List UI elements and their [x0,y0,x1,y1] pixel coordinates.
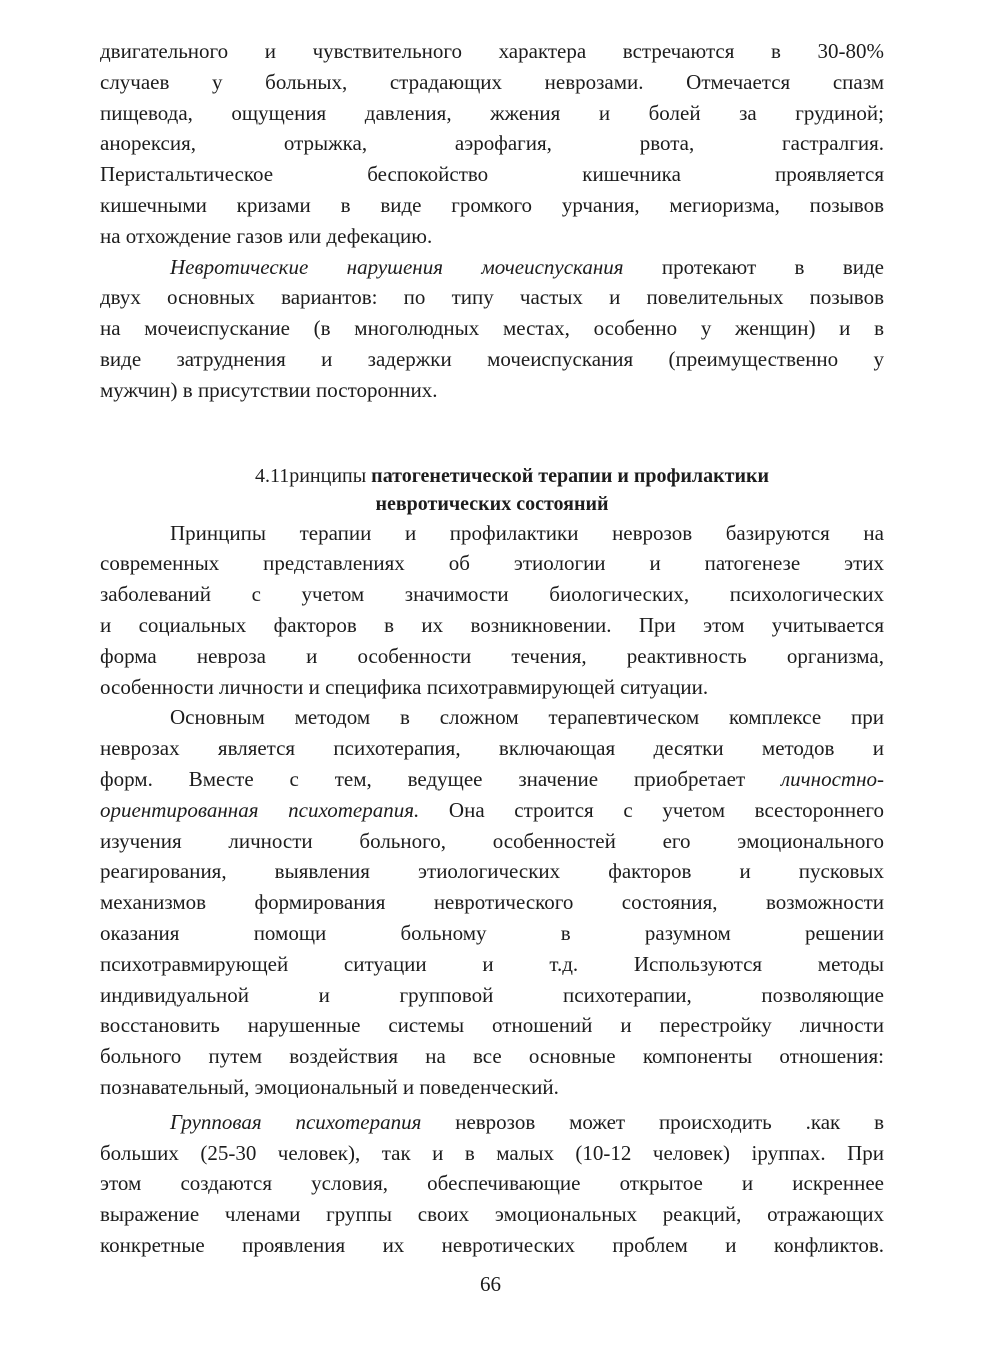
text-line: механизмов формирования невротического состояния, возможности [100,890,884,915]
heading-line-2: невротических состояний [375,492,609,515]
heading-number: 4.11ринципы [254,464,372,487]
text-line: Принципы терапии и профилактики неврозов базируются на [170,520,884,545]
text-line: кишечными кризами в виде громкого урчания, мегиоризма, позывов [100,192,884,217]
paragraph-somatic-disorders [100,36,884,252]
text-line: и социальных факторов в их возникновении. При этом учитывается [100,612,884,637]
paragraph-psychotherapy [100,702,884,1102]
text-line: современных представлениях об этиологии и патогенезе этих [100,551,884,576]
text-fragment: Она строится с учетом всестороннего [419,797,884,822]
text-line: особенности личности и специфика психотравмирующей ситуации. [100,674,709,699]
text-line: мужчин) в присутствии посторонних. [100,377,438,402]
section-spacer [100,406,884,462]
text-line: на отхождение газов или дефекацию. [100,223,433,248]
text-line: конкретные проявления их невротических проблем и конфликтов. [100,1232,884,1257]
text-line [100,795,884,826]
text-line: неврозах является психотерапия, включающая десятки методов и [100,736,884,761]
text-line: выражение членами группы своих эмоциональных реакций, отражающих [100,1202,884,1227]
page-body [100,36,884,1261]
text-line: индивидуальной и групповой психотерапии, позволяющие [100,982,884,1007]
text-line: психотравмирующей ситуации и т.д. Используются методы [100,951,884,976]
text-line [100,252,884,283]
text-fragment: неврозов может происходить .как в [421,1109,884,1134]
page-number: 66 [480,1272,501,1296]
text-line: двух основных вариантов: по типу частых и повелительных позывов [100,285,884,310]
text-line: больших (25-30 человек), так и в малых (10-12 человек) іруппах. При [100,1140,884,1165]
text-line: пищевода, ощущения давления, жжения и болей за грудиной; [100,100,884,125]
text-line: на мочеиспускание (в многолюдных местах, особенно у женщин) и в [100,316,884,341]
heading-title: патогенетической терапии и профилактики [371,464,770,487]
italic-term: Групповая психотерапия [170,1109,422,1134]
paragraph-group-therapy [100,1107,884,1261]
text-line: Перистальтическое беспокойство кишечника проявляется [100,162,884,187]
heading-line-1 [100,462,884,490]
italic-term: ориентированная психотерапия. [100,797,420,822]
italic-term: личностно- [781,766,884,791]
text-line: оказания помощи больному в разумном решении [100,920,884,945]
text-line: изучения личности больного, особенностей его эмоционального [100,828,884,853]
text-line [100,1107,884,1138]
text-line: заболеваний с учетом значимости биологических, психологических [100,582,884,607]
text-line: реагирования, выявления этиологических факторов и пусковых [100,859,884,884]
section-heading [100,462,884,518]
italic-term: Невротические нарушения мочеиспускания [170,254,624,279]
text-fragment: форм. Вместе с тем, ведущее значение приобретает [100,766,781,791]
text-line: виде затруднения и задержки мочеиспускания (преимущественно у [100,346,884,371]
paragraph-principles [100,518,884,703]
text-line: случаев у больных, страдающих неврозами. Отмечается спазм [100,69,884,94]
text-line: Основным методом в сложном терапевтическом комплексе при [170,705,884,730]
text-line: анорексия, отрыжка, аэрофагия, рвота, гастралгия. [100,131,884,156]
text-line: этом создаются условия, обеспечивающие открытое и искреннее [100,1171,884,1196]
text-line: познавательный, эмоциональный и поведенческий. [100,1074,559,1099]
text-line: форма невроза и особенности течения, реактивность организма, [100,643,884,668]
text-line: двигательного и чувствительного характера встречаются в 30-80% [100,39,884,63]
text-fragment: протекают в виде [623,254,884,279]
text-line: восстановить нарушенные системы отношений и перестройку личности [100,1013,884,1038]
text-line [100,764,884,795]
text-line: больного путем воздействия на все основные компоненты отношения: [100,1044,884,1069]
paragraph-urination-disorders [100,252,884,406]
